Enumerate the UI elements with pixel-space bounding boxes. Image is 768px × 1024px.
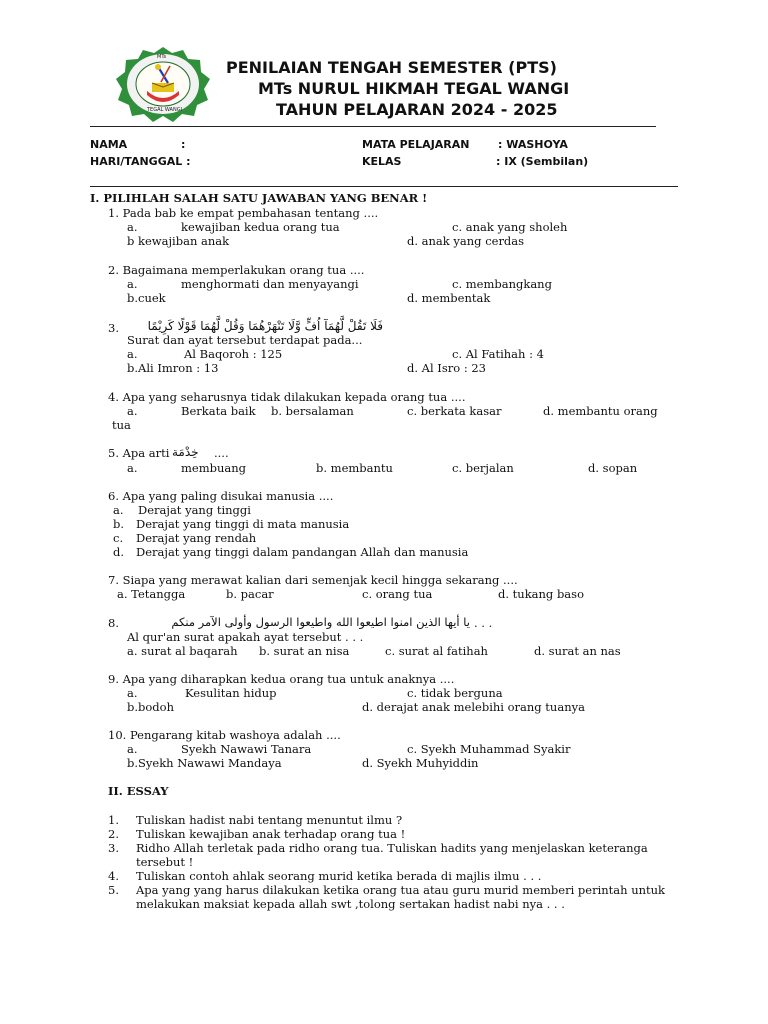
q8-option-c: c. surat al fatihah	[385, 644, 488, 658]
q4-text: 4. Apa yang seharusnya tidak dilakukan kepada orang tua ....	[108, 390, 466, 404]
essay-question-line: Tuliskan kewajiban anak terhadap orang tua !	[136, 827, 406, 841]
mapel-value: : WASHOYA	[498, 138, 568, 151]
q10-option-c: c. Syekh Muhammad Syakir	[407, 742, 571, 756]
q9-a-letter: a.	[127, 686, 138, 700]
q5-a-letter: a.	[127, 461, 138, 475]
q4-option-d: d. membantu orang	[543, 404, 658, 418]
q3-option-a: Al Baqoroh : 125	[184, 347, 283, 361]
q6-option-text: Derajat yang rendah	[136, 531, 257, 545]
section2-title: II. ESSAY	[108, 784, 169, 798]
q4-option-d-continued: tua	[112, 418, 131, 432]
header-divider	[90, 126, 656, 127]
q7-option-b: b. pacar	[226, 587, 274, 601]
q6-option-letter: c.	[113, 531, 124, 545]
q3-a-letter: a.	[127, 347, 138, 361]
header-school: MTs NURUL HIKMAH TEGAL WANGI	[258, 79, 570, 98]
q8-number: 8.	[108, 616, 119, 630]
essay-question-line: melakukan maksiat kepada allah swt ,tolong sertakan hadist nabi nya . . .	[136, 897, 565, 911]
nama-colon: :	[181, 138, 186, 151]
q4-option-b: b. bersalaman	[271, 404, 354, 418]
q1-option-d: d. anak yang cerdas	[407, 234, 525, 248]
q9-option-d: d. derajat anak melebihi orang tuanya	[362, 700, 585, 714]
q8-option-a: a. surat al baqarah	[127, 644, 238, 658]
q7-option-c: c. orang tua	[362, 587, 433, 601]
q6-option-letter: b.	[113, 517, 125, 531]
school-logo	[114, 45, 212, 123]
q1-option-a: kewajiban kedua orang tua	[181, 220, 340, 234]
q5-option-c: c. berjalan	[452, 461, 514, 475]
q8-option-d: d. surat an nas	[534, 644, 621, 658]
q2-option-a: menghormati dan menyayangi	[181, 277, 359, 291]
q4-a-letter: a.	[127, 404, 138, 418]
q6-option-text: Derajat yang tinggi dalam pandangan Allah dan manusia	[136, 545, 469, 559]
nama-label: NAMA	[90, 138, 128, 151]
essay-number: 2.	[108, 827, 119, 841]
q3-option-d: d. Al Isro : 23	[407, 361, 486, 375]
essay-question-line: Tuliskan contoh ahlak seorang murid ketika berada di majlis ilmu . . .	[136, 869, 542, 883]
section1-title: I. PILIHLAH SALAH SATU JAWABAN YANG BENAR !	[90, 191, 428, 205]
header-title: PENILAIAN TENGAH SEMESTER (PTS)	[226, 58, 557, 77]
q10-text: 10. Pengarang kitab washoya adalah ....	[108, 728, 341, 742]
q6-option-letter: a.	[113, 503, 124, 517]
essay-question-line: Tuliskan hadist nabi tentang menuntut ilmu ?	[136, 813, 403, 827]
q5-option-b: b. membantu	[316, 461, 393, 475]
q10-option-d: d. Syekh Muhyiddin	[362, 756, 479, 770]
q8-arabic-verse: يا أيها الذين امنوا اطيعوا الله واطيعوا الرسول وأولى الآمر منكم	[171, 615, 470, 629]
q4-option-c: c. berkata kasar	[407, 404, 502, 418]
q2-option-d: d. membentak	[407, 291, 491, 305]
q8-option-b: b. surat an nisa	[259, 644, 350, 658]
essay-number: 3.	[108, 841, 119, 855]
q5-option-d: d. sopan	[588, 461, 638, 475]
q2-option-c: c. membangkang	[452, 277, 552, 291]
info-divider	[90, 186, 678, 187]
q1-a-letter: a.	[127, 220, 138, 234]
q5-dots: ....	[214, 446, 229, 460]
mapel-label: MATA PELAJARAN	[362, 138, 470, 151]
q6-option-text: Derajat yang tinggi	[138, 503, 251, 517]
q6-text: 6. Apa yang paling disukai manusia ....	[108, 489, 334, 503]
q1-text: 1. Pada bab ke empat pembahasan tentang ....	[108, 206, 379, 220]
q8-dots: . . .	[474, 616, 493, 630]
q9-option-b: b.bodoh	[127, 700, 174, 714]
q6-option-text: Derajat yang tinggi di mata manusia	[136, 517, 350, 531]
essay-number: 1.	[108, 813, 119, 827]
q9-option-a: Kesulitan hidup	[185, 686, 277, 700]
q1-option-c: c. anak yang sholeh	[452, 220, 568, 234]
q8-text: Al qur'an surat apakah ayat tersebut . . .	[127, 630, 364, 644]
q9-option-c: c. tidak berguna	[407, 686, 503, 700]
essay-number: 5.	[108, 883, 119, 897]
q3-number: 3.	[108, 321, 119, 335]
q4-option-a: Berkata baik	[181, 404, 256, 418]
q10-a-letter: a.	[127, 742, 138, 756]
q2-a-letter: a.	[127, 277, 138, 291]
q6-option-letter: d.	[113, 545, 125, 559]
essay-question-line: tersebut !	[136, 855, 194, 869]
logo-bottom-text: TEGAL WANGI	[147, 107, 183, 113]
q5-text: 5. Apa arti	[108, 446, 170, 460]
q5-option-a: membuang	[181, 461, 247, 475]
q10-option-b: b.Syekh Nawawi Mandaya	[127, 756, 282, 770]
q7-option-a: a. Tetangga	[117, 587, 186, 601]
q1-option-b: b kewajiban anak	[127, 234, 230, 248]
q10-option-a: Syekh Nawawi Tanara	[181, 742, 312, 756]
q2-text: 2. Bagaimana memperlakukan orang tua ....	[108, 263, 365, 277]
q7-option-d: d. tukang baso	[498, 587, 584, 601]
kelas-value: : IX (Sembilan)	[496, 155, 589, 168]
q2-option-b: b.cuek	[127, 291, 166, 305]
q3-arabic-verse: فَلَا تَقُلْ لَّهُمَآ اُفٍّ وَّلَا تَنْهَرْهُمَا وَقُلْ لَّهُمَا قَوْلًا كَرِيْمًا	[147, 319, 383, 333]
header-year: TAHUN PELAJARAN 2024 - 2025	[276, 100, 558, 119]
logo-top-text: MTs	[157, 54, 167, 60]
q7-text: 7. Siapa yang merawat kalian dari semenjak kecil hingga sekarang ....	[108, 573, 518, 587]
essay-question-line: Apa yang yang harus dilakukan ketika orang tua atau guru murid memberi perintah untuk	[136, 883, 666, 897]
q3-option-b: b.Ali Imron : 13	[127, 361, 219, 375]
q3-text: Surat dan ayat tersebut terdapat pada...	[127, 333, 363, 347]
hari-tanggal-label: HARI/TANGGAL :	[90, 155, 191, 168]
essay-number: 4.	[108, 869, 119, 883]
kelas-label: KELAS	[362, 155, 402, 168]
q9-text: 9. Apa yang diharapkan kedua orang tua untuk anaknya ....	[108, 672, 455, 686]
q3-option-c: c. Al Fatihah : 4	[452, 347, 544, 361]
q5-arabic-word: خِدْمَة	[172, 445, 199, 459]
essay-question-line: Ridho Allah terletak pada ridho orang tua. Tuliskan hadits yang menjelaskan keteranga	[136, 841, 648, 855]
